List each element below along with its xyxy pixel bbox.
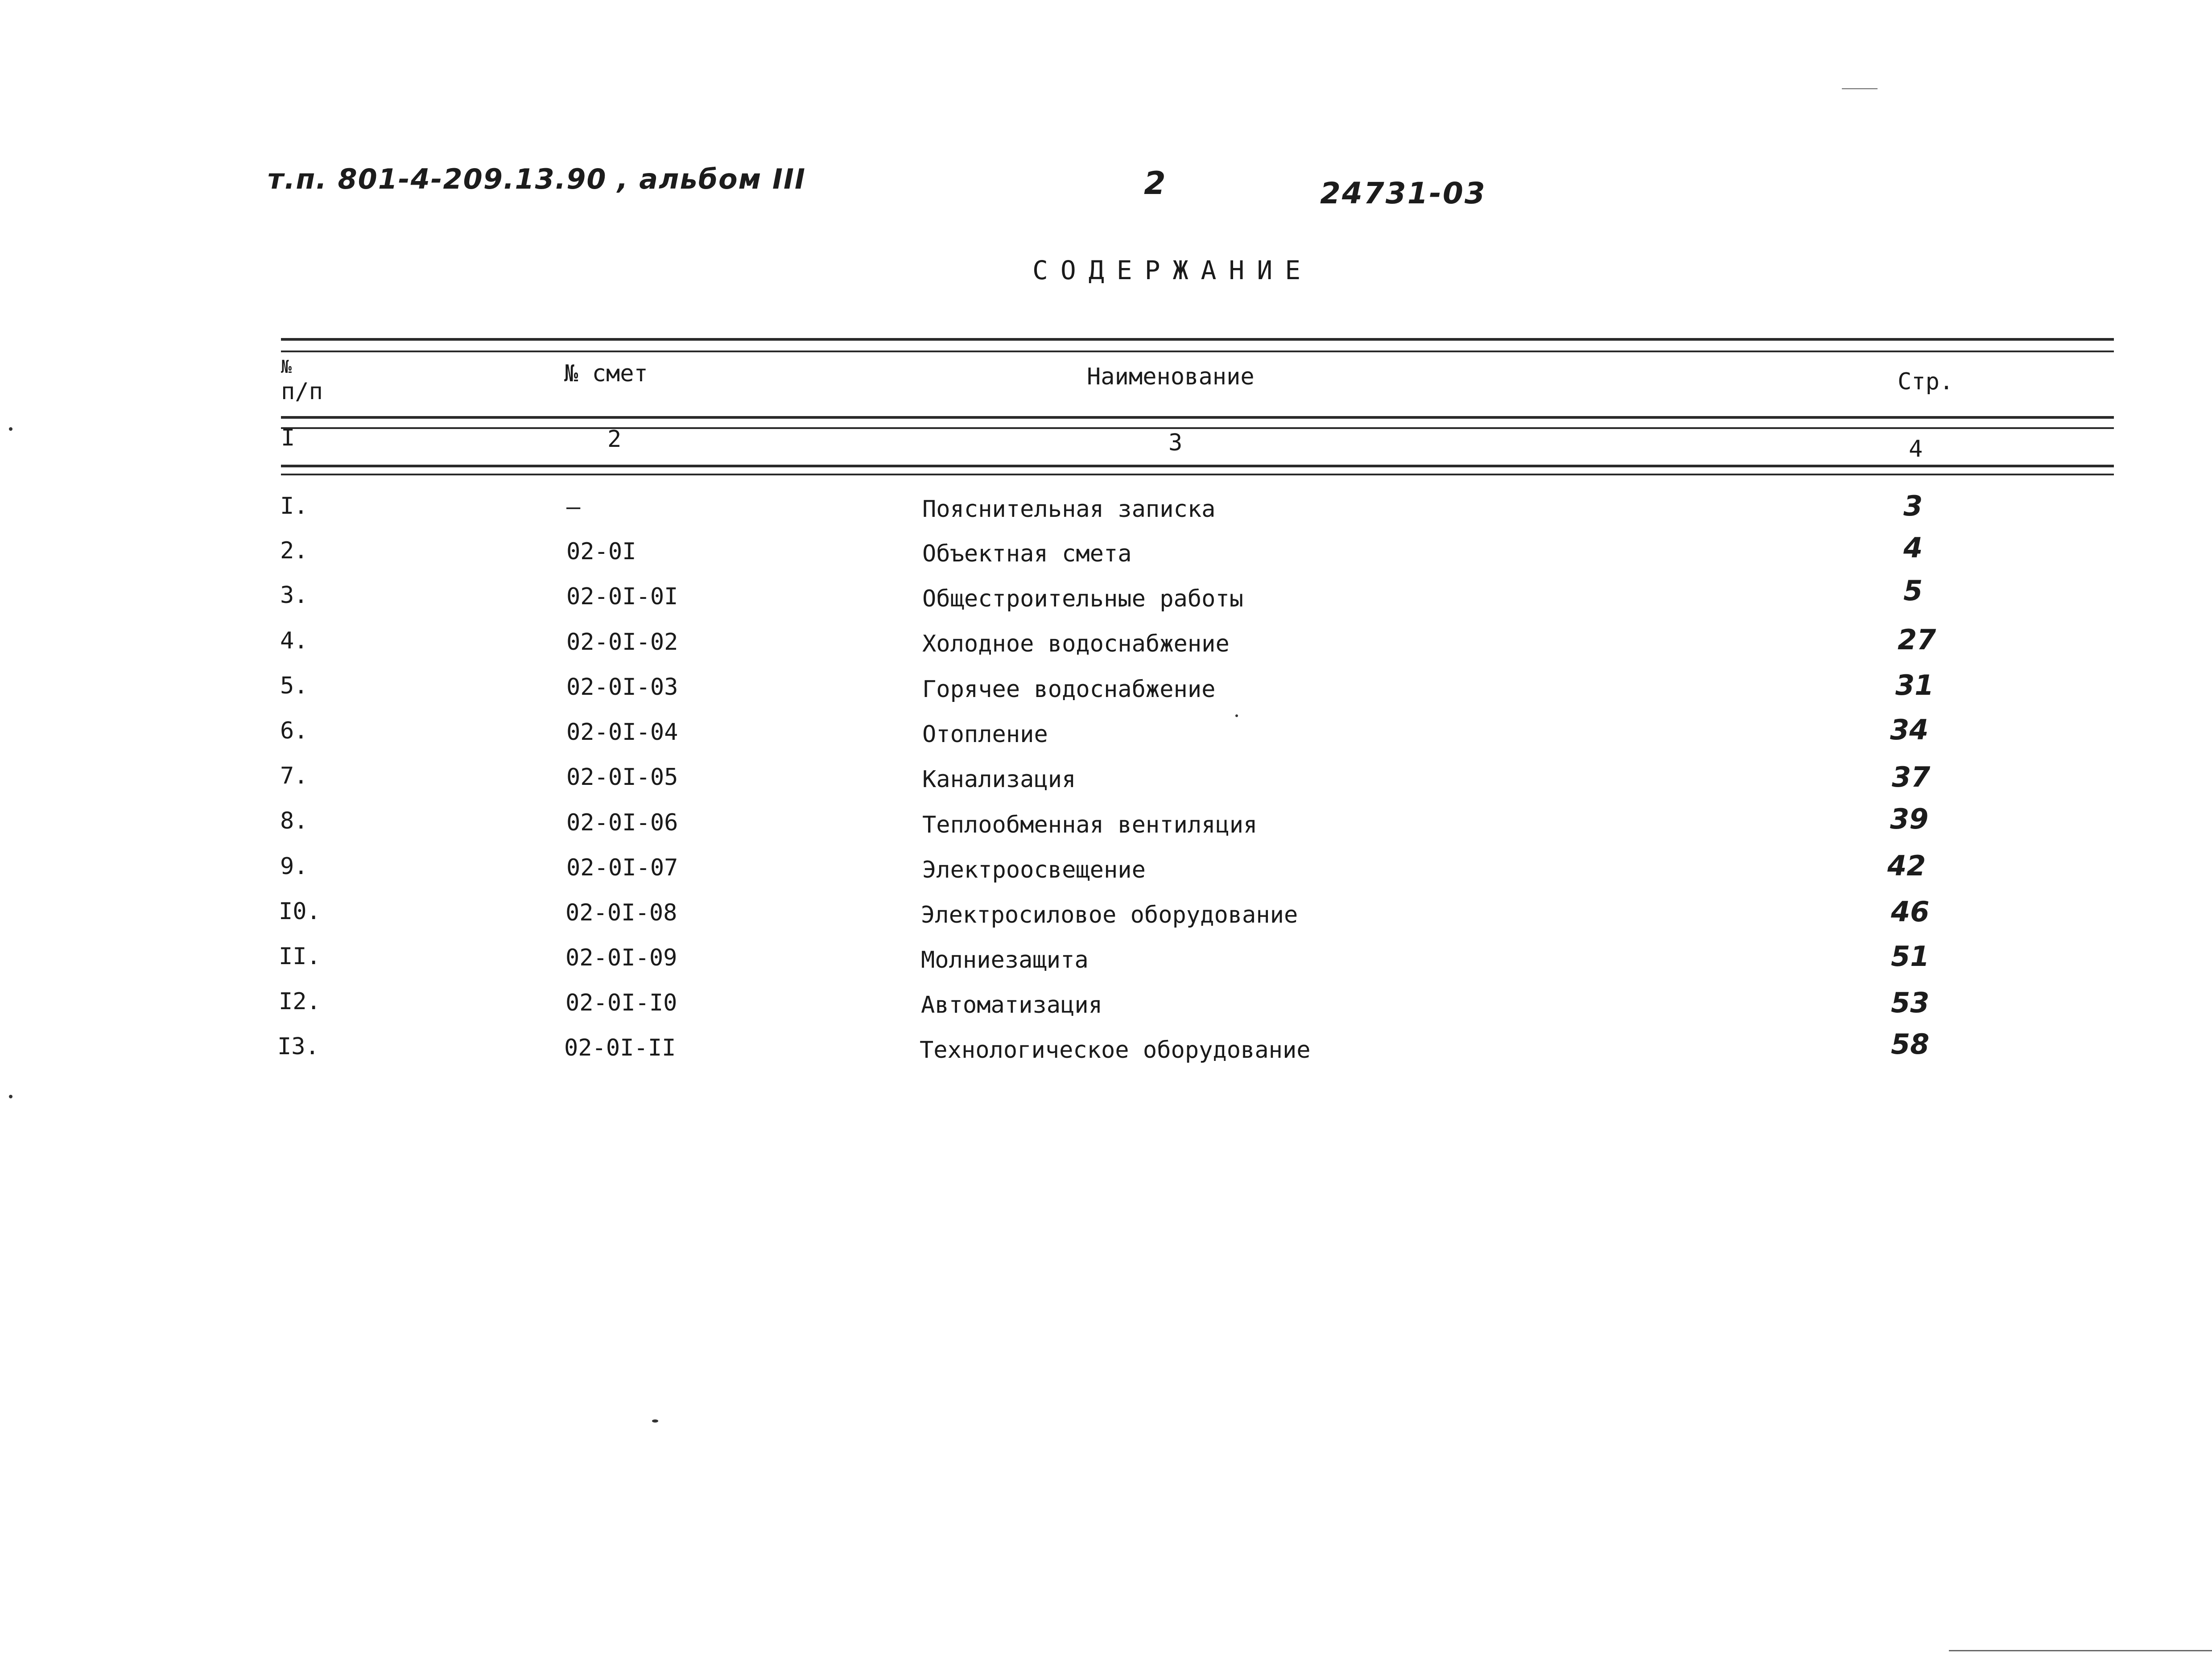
table-top-rule-second	[281, 351, 2114, 352]
row-number: 5.	[280, 672, 308, 699]
page-number: 2	[1144, 165, 1166, 202]
row-page: 37	[1892, 761, 1931, 793]
row-estimate: 02-0I	[566, 538, 636, 565]
row-name: Отопление	[922, 721, 1048, 748]
document-reference: т.п. 801-4-209.13.90 , альбом III	[268, 163, 806, 195]
row-page: 39	[1890, 803, 1929, 835]
scan-speck	[652, 1419, 658, 1423]
header-col-estimate: № смет	[564, 360, 648, 387]
header-col-number-line2: п/п	[281, 378, 323, 405]
header-bottom-rule-second	[281, 427, 2114, 429]
row-estimate: 02-0I-02	[566, 629, 678, 656]
scan-speck	[1235, 714, 1238, 717]
row-name: Холодное водоснабжение	[922, 631, 1230, 657]
column-number-1: I	[281, 425, 295, 451]
column-number-4: 4	[1909, 436, 1923, 462]
column-number-3: 3	[1168, 429, 1183, 456]
scan-edge-line	[1842, 88, 1878, 89]
row-name: Пояснительная записка	[922, 496, 1216, 523]
row-number: 2.	[280, 537, 308, 564]
scan-speck	[9, 1095, 12, 1098]
row-estimate: 02-0I-04	[566, 719, 678, 746]
row-estimate: –	[566, 494, 581, 520]
table-top-rule	[281, 338, 2114, 341]
column-numbers-bottom-rule-second	[281, 474, 2114, 475]
row-page: 51	[1891, 940, 1930, 973]
row-estimate: 02-0I-03	[566, 674, 678, 701]
row-number: I3.	[277, 1033, 319, 1060]
row-name: Электросиловое оборудование	[921, 902, 1298, 928]
column-number-2: 2	[607, 426, 622, 453]
row-number: 4.	[280, 627, 308, 654]
row-page: 34	[1890, 714, 1929, 746]
row-page: 53	[1891, 986, 1930, 1019]
row-estimate: 02-0I-08	[565, 899, 677, 926]
header-bottom-rule	[281, 416, 2114, 419]
row-name: Общестроительные работы	[922, 586, 1244, 612]
row-name: Электроосвещение	[922, 857, 1146, 883]
row-number: I2.	[279, 988, 321, 1015]
row-page: 46	[1891, 895, 1930, 928]
row-name: Молниезащита	[921, 947, 1089, 973]
row-name: Объектная смета	[922, 540, 1132, 567]
row-number: 6.	[280, 718, 308, 744]
row-page: 5	[1903, 574, 1923, 607]
row-number: II.	[279, 943, 321, 970]
row-number: I0.	[279, 898, 321, 925]
document-code: 24731-03	[1320, 176, 1486, 210]
row-page: 42	[1887, 850, 1926, 882]
row-estimate: 02-0I-06	[566, 809, 678, 836]
row-estimate: 02-0I-I0	[565, 990, 677, 1016]
header-col-page: Стр.	[1898, 368, 1954, 395]
row-page: 27	[1898, 623, 1936, 656]
row-number: 7.	[280, 763, 308, 789]
row-estimate: 02-0I-0I	[566, 583, 678, 610]
row-estimate: 02-0I-09	[565, 945, 677, 971]
row-page: 4	[1903, 532, 1923, 564]
row-number: 3.	[280, 582, 308, 609]
row-page: 58	[1891, 1028, 1930, 1060]
page-title: СОДЕРЖАНИЕ	[1032, 255, 1313, 285]
scan-edge-line	[1949, 1650, 2212, 1651]
row-estimate: 02-0I-05	[566, 764, 678, 791]
row-number: I.	[280, 493, 308, 520]
header-col-name: Наименование	[1087, 363, 1255, 390]
row-name: Горячее водоснабжение	[922, 676, 1216, 703]
scan-speck	[9, 427, 12, 431]
column-numbers-bottom-rule	[281, 465, 2114, 467]
row-name: Теплообменная вентиляция	[922, 812, 1258, 838]
row-page: 31	[1895, 669, 1934, 701]
row-estimate: 02-0I-II	[564, 1035, 676, 1061]
row-page: 3	[1903, 490, 1923, 522]
row-name: Канализация	[922, 766, 1076, 793]
row-name: Технологическое оборудование	[920, 1037, 1311, 1064]
row-number: 8.	[280, 808, 308, 834]
row-name: Автоматизация	[921, 992, 1102, 1019]
header-col-number-line1: №	[281, 357, 292, 377]
row-number: 9.	[280, 853, 308, 880]
row-estimate: 02-0I-07	[566, 854, 678, 881]
